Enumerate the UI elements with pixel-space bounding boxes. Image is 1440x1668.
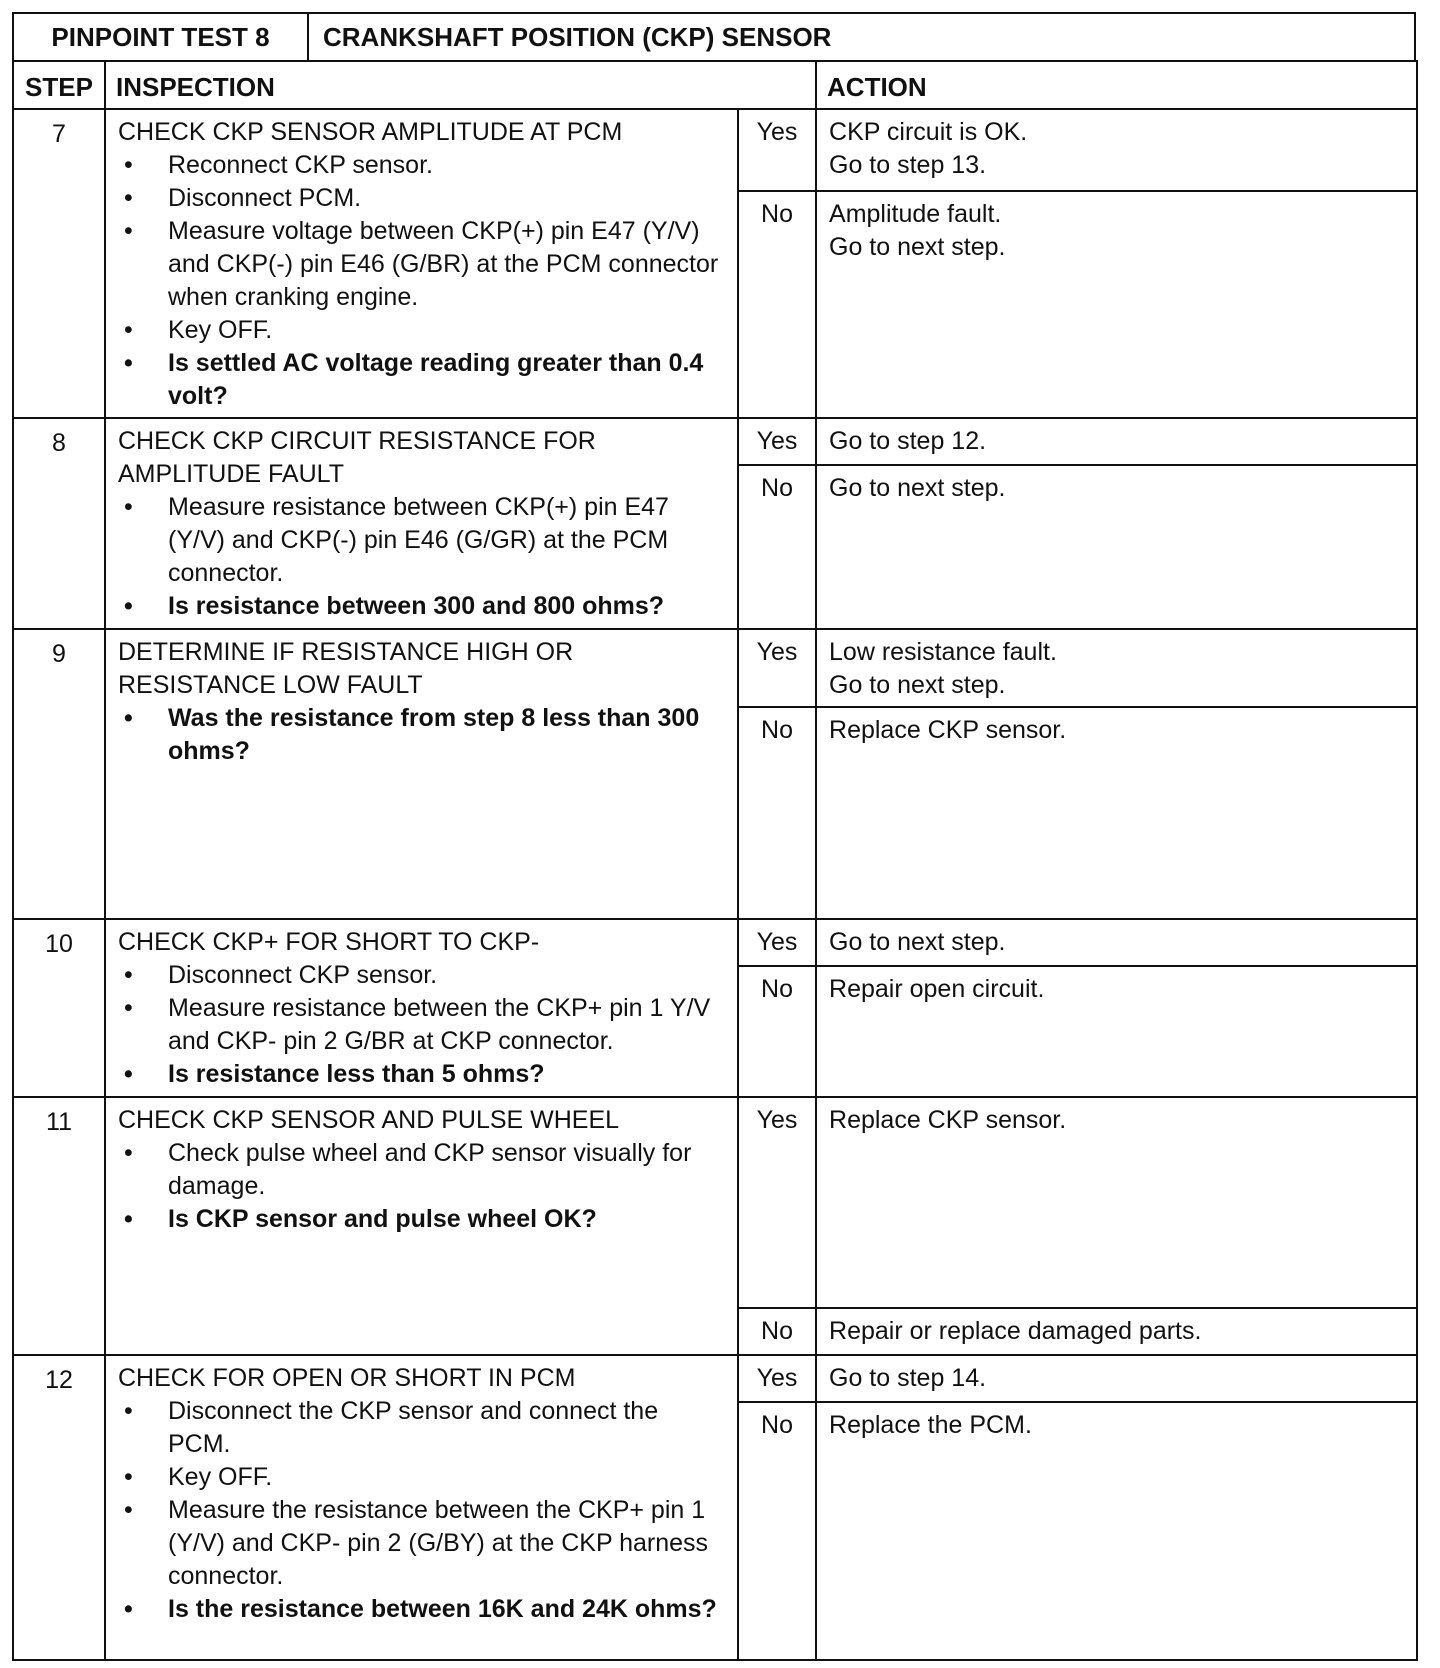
inspection-bullet: • Measure resistance between CKP(+) pin E47 (Y/V) and CKP(-) pin E46 (G/GR) at the PCM connector. [118, 491, 725, 590]
yes-action [816, 919, 1417, 966]
inspection-cell [105, 418, 738, 629]
inspection-bullet: • Key OFF. [118, 314, 725, 347]
yes-label: Yes [738, 418, 816, 465]
step-number: 10 [13, 919, 105, 1097]
yes-label: Yes [738, 1355, 816, 1402]
title-table [12, 12, 1416, 62]
inspection-title: DETERMINE IF RESISTANCE HIGH OR RESISTANCE LOW FAULT [118, 638, 574, 699]
inspection-bullet: • Measure resistance between the CKP+ pin 1 Y/V and CKP- pin 2 G/BR at CKP connector. [118, 992, 725, 1058]
action-line: Repair or replace damaged parts. [829, 1317, 1202, 1345]
action-line: CKP circuit is OK. [829, 118, 1028, 146]
yes-label: Yes [738, 109, 816, 191]
steps-table [12, 60, 1418, 1661]
step-number: 8 [13, 418, 105, 629]
step-number: 7 [13, 109, 105, 418]
yes-label: Yes [738, 1097, 816, 1308]
action-line: Go to next step. [829, 474, 1006, 502]
step-row-yes [13, 919, 1417, 966]
no-label: No [738, 1402, 816, 1660]
action-line: Replace CKP sensor. [829, 716, 1067, 744]
no-label: No [738, 966, 816, 1097]
inspection-bullets [118, 959, 725, 1091]
inspection-bullet: • Measure voltage between CKP(+) pin E47 (Y/V) and CKP(-) pin E46 (G/BR) at the PCM connector when cranking engine. [118, 215, 725, 314]
inspection-title: CHECK CKP SENSOR AMPLITUDE AT PCM [118, 118, 623, 146]
inspection-bullet: • Disconnect CKP sensor. [118, 959, 725, 992]
no-action [816, 465, 1417, 629]
inspection-title: CHECK FOR OPEN OR SHORT IN PCM [118, 1364, 576, 1392]
no-action [816, 707, 1417, 919]
inspection-bullet: • Reconnect CKP sensor. [118, 149, 725, 182]
step-number: 9 [13, 629, 105, 919]
no-action [816, 1402, 1417, 1660]
no-label: No [738, 465, 816, 629]
inspection-question: • Was the resistance from step 8 less than 300 ohms? [118, 702, 725, 768]
inspection-cell [105, 1355, 738, 1660]
no-action [816, 966, 1417, 1097]
inspection-bullets [118, 702, 725, 768]
steps-body [13, 109, 1417, 1660]
action-line: Go to next step. [829, 232, 1006, 261]
no-label: No [738, 1308, 816, 1355]
action-line: Go to next step. [829, 671, 1006, 699]
yes-label: Yes [738, 629, 816, 707]
inspection-title: CHECK CKP SENSOR AND PULSE WHEEL [118, 1106, 620, 1134]
inspection-question: • Is resistance between 300 and 800 ohms? [118, 590, 725, 623]
action-line: Amplitude fault. [829, 199, 1002, 228]
inspection-bullets [118, 1137, 725, 1236]
inspection-bullets [118, 491, 725, 623]
yes-action [816, 418, 1417, 465]
column-header-row [13, 61, 1417, 109]
step-row-yes [13, 109, 1417, 191]
step-row-yes [13, 418, 1417, 465]
inspection-title: CHECK CKP CIRCUIT RESISTANCE FOR AMPLITUDE FAULT [118, 427, 596, 488]
action-line: Go to step 12. [829, 427, 987, 455]
yes-action [816, 629, 1417, 707]
yes-action [816, 1355, 1417, 1402]
inspection-question: • Is CKP sensor and pulse wheel OK? [118, 1203, 725, 1236]
inspection-question: • Is the resistance between 16K and 24K ohms? [118, 1593, 725, 1626]
inspection-cell [105, 629, 738, 919]
inspection-question: • Is settled AC voltage reading greater than 0.4 volt? [118, 347, 725, 413]
no-action [816, 191, 1417, 418]
test-label: PINPOINT TEST 8 [13, 13, 308, 61]
yes-action [816, 109, 1417, 191]
step-row-yes [13, 629, 1417, 707]
inspection-bullets [118, 1395, 725, 1626]
step-row-yes [13, 1097, 1417, 1308]
action-line: Go to next step. [829, 928, 1006, 956]
inspection-bullet: • Disconnect PCM. [118, 182, 725, 215]
inspection-bullet: • Measure the resistance between the CKP+ pin 1 (Y/V) and CKP- pin 2 (G/BY) at the CKP harness connector. [118, 1494, 725, 1593]
inspection-bullet: • Key OFF. [118, 1461, 725, 1494]
inspection-bullet: • Check pulse wheel and CKP sensor visually for damage. [118, 1137, 725, 1203]
inspection-cell [105, 1097, 738, 1355]
column-header-action: ACTION [816, 61, 1417, 109]
action-line: Low resistance fault. [829, 638, 1057, 666]
inspection-bullet: • Disconnect the CKP sensor and connect the PCM. [118, 1395, 725, 1461]
test-name: CRANKSHAFT POSITION (CKP) SENSOR [308, 13, 1415, 61]
action-line: Repair open circuit. [829, 975, 1045, 1003]
no-label: No [738, 191, 816, 418]
inspection-cell [105, 919, 738, 1097]
column-header-inspection: INSPECTION [105, 61, 816, 109]
no-label: No [738, 707, 816, 919]
yes-label: Yes [738, 919, 816, 966]
inspection-cell [105, 109, 738, 418]
action-line: Go to step 14. [829, 1364, 987, 1392]
inspection-question: • Is resistance less than 5 ohms? [118, 1058, 725, 1091]
no-action [816, 1308, 1417, 1355]
action-line: Replace CKP sensor. [829, 1106, 1067, 1134]
step-number: 12 [13, 1355, 105, 1660]
yes-action [816, 1097, 1417, 1308]
step-number: 11 [13, 1097, 105, 1355]
action-line: Go to step 13. [829, 151, 987, 179]
inspection-bullets [118, 149, 725, 413]
action-line: Replace the PCM. [829, 1411, 1032, 1439]
step-row-yes [13, 1355, 1417, 1402]
column-header-step: STEP [13, 61, 105, 109]
pinpoint-test-sheet [12, 12, 1416, 1661]
inspection-title: CHECK CKP+ FOR SHORT TO CKP- [118, 928, 540, 956]
